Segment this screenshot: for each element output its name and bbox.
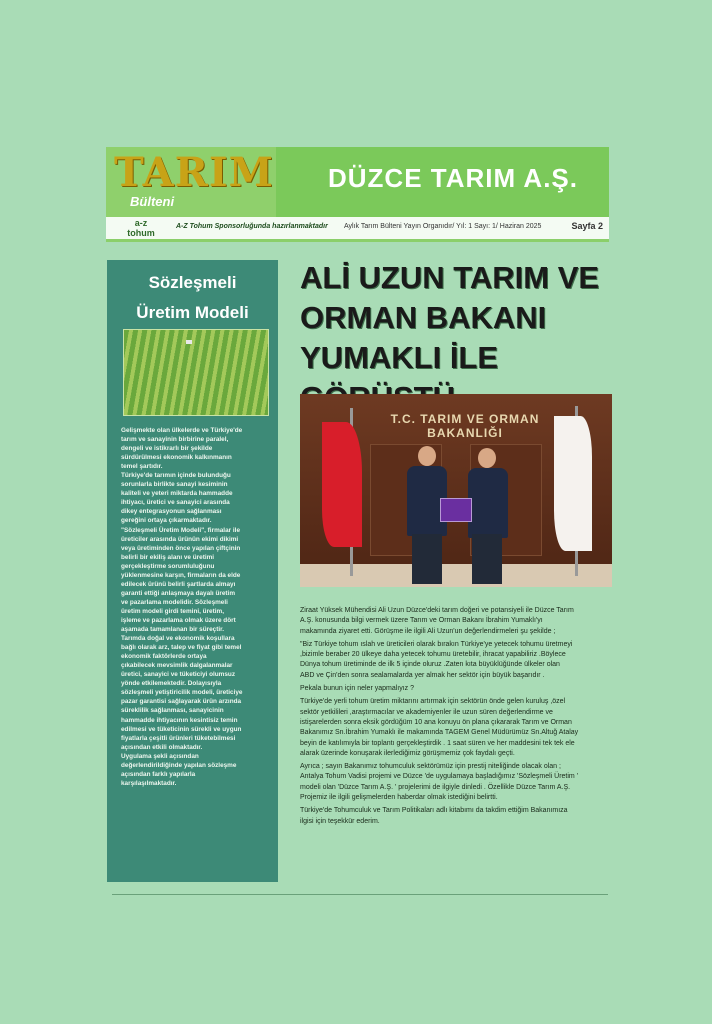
gift-box (440, 498, 472, 522)
article-paragraph: Türkiye'de Tohumculuk ve Tarım Politikaları adlı kitabımı da takdim ettiğim Bakanımıza ilgisi için teşekkür ederim. (300, 807, 568, 825)
sidebar-column (107, 260, 278, 882)
article-paragraph: Pekala bunun için neler yapmalıyız ? (300, 685, 415, 693)
header-subbar (106, 217, 609, 242)
person-legs (472, 534, 502, 584)
photo-floor (300, 564, 612, 587)
header-banner (106, 147, 609, 217)
brand-title: TARIM (114, 149, 274, 196)
sidebar-title: Sözleşmeli Üretim Modeli (136, 273, 249, 322)
person-head (418, 446, 436, 466)
article-headline: ALİ UZUN TARIM VE ORMAN BAKANI YUMAKLI İLE (300, 260, 600, 375)
ministry-sign: T.C. TARIM VE ORMAN BAKANLIĞI (390, 412, 540, 440)
page-number: Sayfa 2 (571, 221, 603, 231)
turkish-flag-icon (322, 422, 362, 547)
brand-block (106, 147, 276, 217)
sidebar-text: Gelişmekte olan ülkelerde ve Türkiye'de tarım ve sanayinin birbirine paralel, dengeli ve istikrarlı bir şekilde sürdürülmesi ekonomik kalkınmanın temel şartıdır. Türkiye'de tarımın içinde bulunduğu sorunlarla birlikte sanayi kesiminin kaliteli ve yeteri miktarda hammadde ihtiyacı, üretici ve sanayici arasında dikey entegrasyonun sağlanması gereğini ortaya çıkarmaktadır. "Sözleşmeli Üretim Modeli", firmalar ile üreticiler arasında ürünün ekimi dikimi veya üretiminden önce yapılan çiftçinin belirli bir ekiliş alanı ve üretimi gerçekleştirme sorumluluğunu yüklenmesine karşın, firmaların da elde edilecek ürünü belirli şartlarda almayı garanti ettiği anlaşmaya dayalı üretim ve pazarlama modelidir. Sözleşmeli üretim modeli girdi temini, üretim, işleme ve pazarlama olmak üzere dört aşamada tamamlanan bir süreçtir. Tarımda doğal ve ekonomik koşullara bağlı olarak arz, talep ve fiyat gibi temel ekonomik faktörlerde ortaya çıkabilecek mevsimlik dalgalanmalar üretici, sanayici ve tüketiciyi olumsuz yönde etkilemektedir. Dolayısıyla sözleşmeli yetiştiricilik modeli, üreticiye pazar garantisi sağlayarak ürün arzında süreklilik sağlanması, sanayicinin hammadde ihtiyacının kesintisiz temin edilmesi ve tüketicinin sürekli ve uygun fiyatlarla çeşitli ürünleri tüketebilmesi açısından etkili olmaktadır. Uygulama şekli açısından değerlendirildiğinde yapılan sözleşme açısından farklı yapılarla karşılaşılmaktadır. (121, 427, 243, 787)
meeting-photo (300, 394, 612, 587)
tractor-icon (186, 340, 192, 344)
issue-info: Aylık Tarım Bülteni Yayın Organıdır/ Yıl: 1 Sayı: 1/ Haziran 2025 (344, 223, 542, 230)
article-body (300, 606, 615, 830)
article-paragraph: Türkiye'de yerli tohum üretim miktarını artırmak için sektörün önde gelen kuruluş ,özel sektör yetkilileri ,araştırmacılar ve akademiyenler ile uzun süren değerlendirme ve istişarelerden sonra eksik gördüğüm 10 ana konuyu ön plana çıkararak Tarım ve Orman Bakanımız Sn.İbrahim Yumaklı ile makamında TAGEM Genel Müdürümüz Sn.Altuğ Atalay beyin de katılımıyla bir toplantı gerçekleştirdik . 1 saat süren ve her maddesini tek tek ele alarak üzerinde konuşarak ilerlediğimiz görüşmemiz çok faydalı geçti. (300, 698, 579, 757)
person-head (478, 448, 496, 468)
field-photo (123, 329, 269, 416)
article-paragraph: Ayrıca ; sayın Bakanımız tohumculuk sektörümüz için prestij niteliğinde olacak olan ; Antalya Tohum Vadisi projemi ve Düzce 'de uygulamaya başladığımız 'Sözleşmeli Üretim ' modeli olan 'Düzce Tarım A.Ş. ' projelerimi de ilgiyle dinledi . Özellikle Düzce Tarım A.Ş. Projemiz ile ilgili gelişmelerden haberdar olmak istediğini belirtti. (300, 763, 579, 802)
article-paragraph: Ziraat Yüksek Mühendisi Ali Uzun Düzce'deki tarım doğeri ve potansiyeli ile Düzce Tarım A.Ş. konusunda bilgi vermek üzere Tarım ve Orman Bakanı İbrahim Yumaklı'yı makamında ziyaret etti. Görüşme ile ilgili Ali Uzun'un değerlendirmeleri şu şekilde ; (300, 607, 574, 635)
sponsor-line: A-Z Tohum Sponsorluğunda hazırlanmaktadır (176, 223, 328, 230)
brand-subtitle: Bülteni (130, 194, 175, 209)
bottom-divider (112, 894, 608, 895)
person-legs (412, 534, 442, 584)
az-tohum-logo: a-z tohum (127, 218, 155, 238)
person-body (468, 468, 508, 538)
article-paragraph: "Biz Türkiye tohum ıslah ve üreticileri olarak bırakın Türkiye'ye yetecek tohumu üretmeyi ,bizimle beraber 20 ülkeye daha yetecek tohumu üretebilir, ihracat yapabiliriz .Böylece Dünya tohum üretiminde de ilk 5 içinde oluruz .Zaten kıta büyüklüğünde ülkeler olan ABD ve Çin'den sonra sealamalarda yer almak her sektör için büyük başarıdır . (300, 640, 573, 679)
ministry-flag-icon (554, 416, 592, 551)
publisher-name: DÜZCE TARIM A.Ş. (328, 163, 578, 193)
